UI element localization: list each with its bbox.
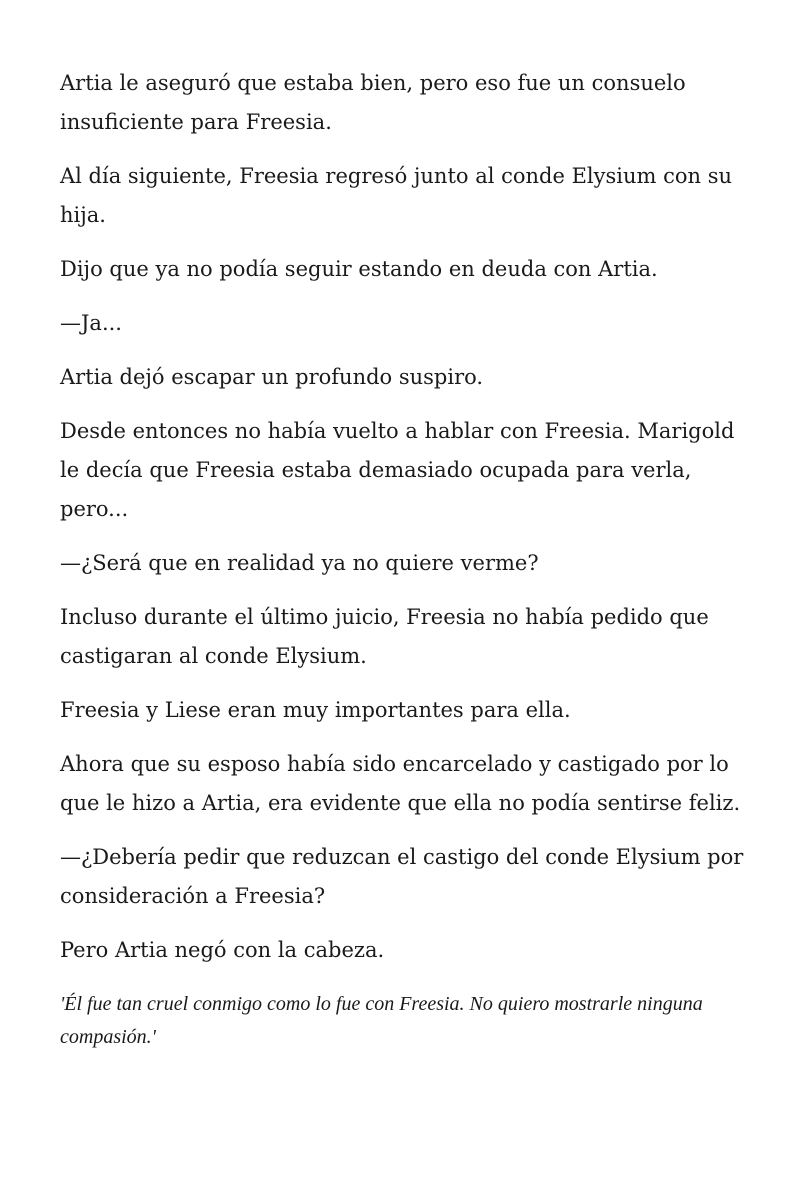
paragraph: Desde entonces no había vuelto a hablar con Freesia. Marigold le decía que Freesia estaba demasiado ocupada para verla, pero... xyxy=(60,419,735,521)
paragraph: Artia dejó escapar un profundo suspiro. xyxy=(60,365,484,389)
document-page xyxy=(60,64,750,1069)
paragraph: Ahora que su esposo había sido encarcelado y castigado por lo que le hizo a Artia, era evidente que ella no podía sentirse feliz. xyxy=(60,752,741,815)
dialogue-line: —¿Será que en realidad ya no quiere verme? xyxy=(60,551,539,575)
paragraph: Dijo que ya no podía seguir estando en deuda con Artia. xyxy=(60,257,658,281)
paragraph: Incluso durante el último juicio, Freesia no había pedido que castigaran al conde Elysium. xyxy=(60,605,709,668)
inner-thought: 'Él fue tan cruel conmigo como lo fue con Freesia. No quiero mostrarle ninguna compasión.' xyxy=(60,993,703,1048)
dialogue-line: —Ja... xyxy=(60,311,122,335)
paragraph: Pero Artia negó con la cabeza. xyxy=(60,938,385,962)
paragraph: Artia le aseguró que estaba bien, pero eso fue un consuelo insuficiente para Freesia. xyxy=(60,71,686,134)
dialogue-line: —¿Debería pedir que reduzcan el castigo del conde Elysium por consideración a Freesia? xyxy=(60,845,744,908)
paragraph: Freesia y Liese eran muy importantes para ella. xyxy=(60,698,571,722)
paragraph: Al día siguiente, Freesia regresó junto al conde Elysium con su hija. xyxy=(60,164,733,227)
